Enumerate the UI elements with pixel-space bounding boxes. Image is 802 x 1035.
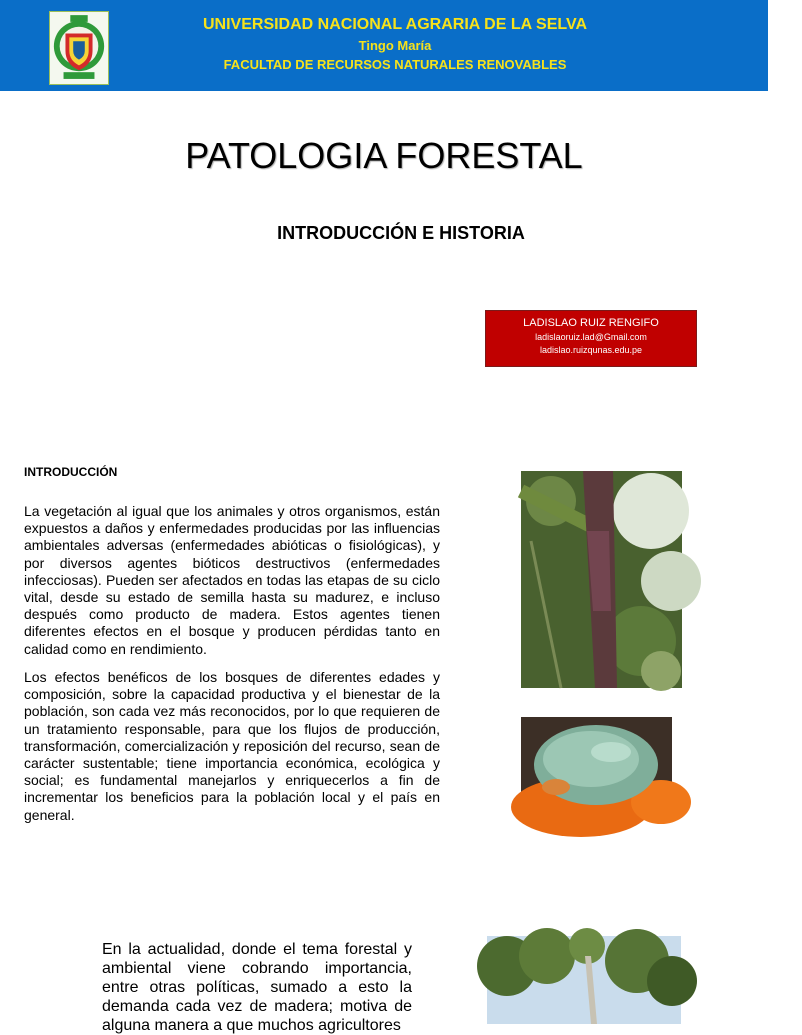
intro-paragraph-2: Los efectos benéficos de los bosques de diferentes edades y composición, sobre la capacidad productiva y el bienestar de la población, son cada vez más reconocidos, por lo que requieren de un tratamiento responsable, para que los flujos de producción, transformación, comercialización y reposición del recurso, sean de carácter sustentable; tiene importancia económica, ecológica y social; es fundamental manejarlos y enriquecerlos a fin de incrementar los beneficios para la población local y el país en general. bbox=[24, 669, 440, 823]
intro-heading: INTRODUCCIÓN bbox=[24, 465, 118, 479]
banner-text bbox=[130, 14, 660, 74]
author-name: LADISLAO RUIZ RENGIFO bbox=[523, 317, 659, 329]
intro-paragraph-3: En la actualidad, donde el tema forestal y ambiental viene cobrando importancia, entre otras políticas, sumado a esto la demanda cada vez de madera; motiva de alguna manera a que muchos agricultores bbox=[102, 941, 412, 1034]
intro-paragraph-1: La vegetación al igual que los animales y otros organismos, están expuestos a daños y enfermedades producidas por las influencias ambientales adversas (enfermedades abióticas o fisiológicas), y por diversos agentes bióticos destructivos (enfermedades infecciosas). Pueden ser afectados en todas las etapas de su ciclo vital, desde su estado de semilla hasta su madurez, e incluso después como producto de madera. Estos agentes tienen diferentes efectos en el bosque y producen pérdidas tanto en calidad como en rendimiento. bbox=[24, 503, 440, 657]
university-logo-icon bbox=[49, 11, 109, 85]
city-name: Tingo María bbox=[358, 38, 432, 53]
author-website: ladislao.ruizqunas.edu.pe bbox=[539, 345, 643, 355]
mold-covered-fruit-photo bbox=[521, 717, 672, 813]
document-title: PATOLOGIA FORESTAL bbox=[185, 135, 583, 176]
diseased-tree-stem-photo bbox=[521, 471, 682, 688]
author-email: ladislaoruiz.lad@Gmail.com bbox=[535, 332, 647, 342]
university-name: UNIVERSIDAD NACIONAL AGRARIA DE LA SELVA bbox=[202, 16, 587, 33]
document-subtitle: INTRODUCCIÓN E HISTORIA bbox=[277, 223, 525, 243]
author-box bbox=[485, 310, 697, 367]
header-banner bbox=[0, 0, 768, 91]
faculty-name: FACULTAD DE RECURSOS NATURALES RENOVABLES bbox=[223, 57, 567, 72]
tall-trees-canopy-photo bbox=[487, 936, 681, 1024]
